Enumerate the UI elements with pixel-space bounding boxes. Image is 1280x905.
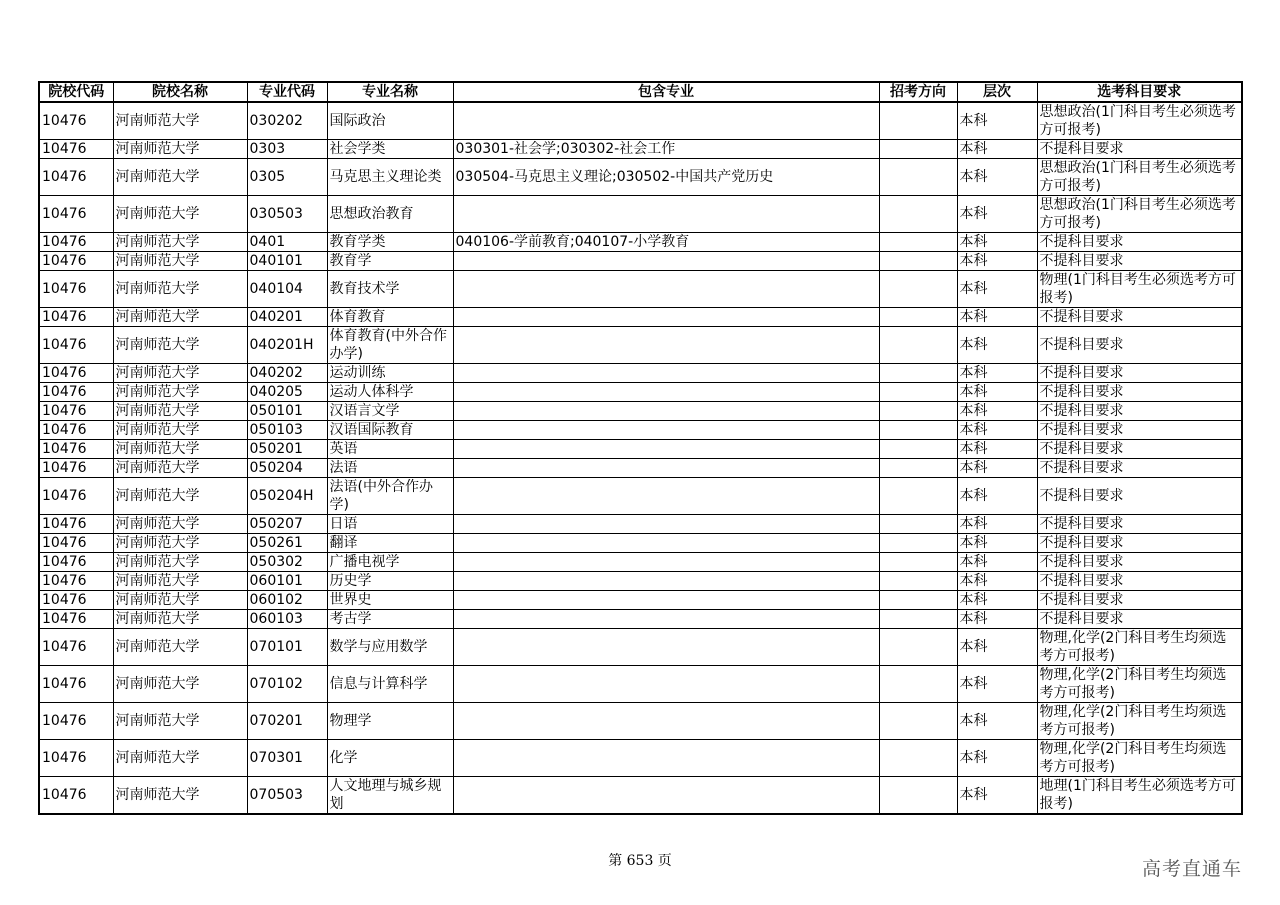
cell-school-name: 河南师范大学 [113, 271, 247, 308]
cell-level: 本科 [957, 402, 1037, 421]
table-body [39, 102, 1242, 814]
cell-major-code: 050207 [247, 515, 327, 534]
cell-major-name: 体育教育 [327, 308, 453, 327]
cell-level: 本科 [957, 478, 1037, 515]
cell-included-majors [453, 666, 879, 703]
cell-major-name: 法语 [327, 459, 453, 478]
cell-major-name: 数学与应用数学 [327, 629, 453, 666]
cell-school-code: 10476 [39, 777, 113, 815]
cell-subject-requirement: 物理(1门科目考生必须选考方可报考) [1037, 271, 1242, 308]
cell-direction [879, 777, 957, 815]
cell-major-name: 世界史 [327, 591, 453, 610]
cell-direction [879, 610, 957, 629]
cell-school-code: 10476 [39, 364, 113, 383]
cell-school-code: 10476 [39, 196, 113, 233]
cell-school-code: 10476 [39, 515, 113, 534]
cell-subject-requirement: 不提科目要求 [1037, 553, 1242, 572]
cell-school-code: 10476 [39, 102, 113, 140]
cell-major-code: 050101 [247, 402, 327, 421]
cell-school-name: 河南师范大学 [113, 233, 247, 252]
cell-included-majors [453, 459, 879, 478]
header-subject-requirement: 选考科目要求 [1037, 82, 1242, 102]
cell-school-code: 10476 [39, 402, 113, 421]
cell-direction [879, 440, 957, 459]
cell-direction [879, 252, 957, 271]
cell-level: 本科 [957, 553, 1037, 572]
cell-major-code: 070102 [247, 666, 327, 703]
cell-level: 本科 [957, 534, 1037, 553]
cell-major-name: 社会学类 [327, 140, 453, 159]
cell-school-name: 河南师范大学 [113, 140, 247, 159]
cell-direction [879, 459, 957, 478]
cell-level: 本科 [957, 459, 1037, 478]
cell-school-code: 10476 [39, 703, 113, 740]
table-row [39, 666, 1242, 703]
cell-included-majors: 030504-马克思主义理论;030502-中国共产党历史 [453, 159, 879, 196]
cell-included-majors [453, 402, 879, 421]
cell-school-code: 10476 [39, 629, 113, 666]
cell-major-code: 050302 [247, 553, 327, 572]
cell-major-name: 汉语国际教育 [327, 421, 453, 440]
cell-subject-requirement: 不提科目要求 [1037, 421, 1242, 440]
cell-level: 本科 [957, 515, 1037, 534]
cell-direction [879, 308, 957, 327]
cell-level: 本科 [957, 364, 1037, 383]
cell-school-name: 河南师范大学 [113, 553, 247, 572]
cell-included-majors [453, 591, 879, 610]
cell-included-majors [453, 610, 879, 629]
cell-major-code: 040201H [247, 327, 327, 364]
cell-included-majors [453, 196, 879, 233]
cell-direction [879, 740, 957, 777]
cell-school-code: 10476 [39, 610, 113, 629]
cell-included-majors [453, 271, 879, 308]
cell-included-majors [453, 252, 879, 271]
cell-school-name: 河南师范大学 [113, 102, 247, 140]
table-row [39, 478, 1242, 515]
cell-subject-requirement: 不提科目要求 [1037, 364, 1242, 383]
table-row [39, 591, 1242, 610]
cell-subject-requirement: 思想政治(1门科目考生必须选考方可报考) [1037, 159, 1242, 196]
cell-level: 本科 [957, 383, 1037, 402]
cell-major-name: 教育学类 [327, 233, 453, 252]
cell-level: 本科 [957, 572, 1037, 591]
cell-subject-requirement: 不提科目要求 [1037, 252, 1242, 271]
cell-major-name: 考古学 [327, 610, 453, 629]
cell-major-code: 030503 [247, 196, 327, 233]
header-major-code: 专业代码 [247, 82, 327, 102]
table-row [39, 402, 1242, 421]
cell-school-name: 河南师范大学 [113, 534, 247, 553]
cell-major-code: 0305 [247, 159, 327, 196]
cell-school-code: 10476 [39, 159, 113, 196]
cell-school-name: 河南师范大学 [113, 610, 247, 629]
table-row [39, 534, 1242, 553]
table-row [39, 515, 1242, 534]
cell-included-majors [453, 703, 879, 740]
cell-major-code: 040101 [247, 252, 327, 271]
table-row [39, 459, 1242, 478]
header-included-majors: 包含专业 [453, 82, 879, 102]
cell-major-code: 030202 [247, 102, 327, 140]
cell-school-name: 河南师范大学 [113, 383, 247, 402]
cell-school-name: 河南师范大学 [113, 159, 247, 196]
cell-school-name: 河南师范大学 [113, 421, 247, 440]
cell-school-code: 10476 [39, 591, 113, 610]
cell-school-name: 河南师范大学 [113, 327, 247, 364]
cell-level: 本科 [957, 308, 1037, 327]
cell-direction [879, 140, 957, 159]
cell-level: 本科 [957, 159, 1037, 196]
cell-subject-requirement: 不提科目要求 [1037, 478, 1242, 515]
cell-subject-requirement: 物理,化学(2门科目考生均须选考方可报考) [1037, 629, 1242, 666]
cell-school-code: 10476 [39, 572, 113, 591]
cell-level: 本科 [957, 252, 1037, 271]
table-row [39, 703, 1242, 740]
cell-major-code: 040104 [247, 271, 327, 308]
table-row [39, 271, 1242, 308]
cell-direction [879, 703, 957, 740]
table-row [39, 327, 1242, 364]
cell-included-majors [453, 740, 879, 777]
cell-subject-requirement: 不提科目要求 [1037, 459, 1242, 478]
cell-direction [879, 478, 957, 515]
cell-major-name: 思想政治教育 [327, 196, 453, 233]
cell-school-name: 河南师范大学 [113, 364, 247, 383]
cell-school-code: 10476 [39, 440, 113, 459]
cell-direction [879, 271, 957, 308]
cell-included-majors [453, 572, 879, 591]
table-row [39, 383, 1242, 402]
cell-subject-requirement: 物理,化学(2门科目考生均须选考方可报考) [1037, 703, 1242, 740]
cell-level: 本科 [957, 666, 1037, 703]
cell-direction [879, 327, 957, 364]
table-row [39, 440, 1242, 459]
table-row [39, 196, 1242, 233]
cell-major-name: 物理学 [327, 703, 453, 740]
cell-major-name: 翻译 [327, 534, 453, 553]
cell-direction [879, 629, 957, 666]
cell-major-code: 040201 [247, 308, 327, 327]
cell-direction [879, 666, 957, 703]
cell-school-name: 河南师范大学 [113, 703, 247, 740]
cell-direction [879, 402, 957, 421]
cell-included-majors [453, 421, 879, 440]
cell-school-name: 河南师范大学 [113, 572, 247, 591]
cell-subject-requirement: 不提科目要求 [1037, 440, 1242, 459]
cell-direction [879, 233, 957, 252]
cell-subject-requirement: 不提科目要求 [1037, 327, 1242, 364]
cell-school-name: 河南师范大学 [113, 196, 247, 233]
cell-included-majors [453, 327, 879, 364]
cell-direction [879, 383, 957, 402]
major-table [38, 81, 1243, 815]
cell-level: 本科 [957, 271, 1037, 308]
cell-major-name: 运动人体科学 [327, 383, 453, 402]
cell-school-code: 10476 [39, 233, 113, 252]
cell-subject-requirement: 不提科目要求 [1037, 140, 1242, 159]
cell-level: 本科 [957, 740, 1037, 777]
table-row [39, 308, 1242, 327]
cell-school-name: 河南师范大学 [113, 478, 247, 515]
header-level: 层次 [957, 82, 1037, 102]
cell-school-name: 河南师范大学 [113, 459, 247, 478]
cell-level: 本科 [957, 421, 1037, 440]
watermark-logo-text: 高考直通车 [1142, 858, 1243, 880]
cell-major-name: 汉语言文学 [327, 402, 453, 421]
cell-subject-requirement: 不提科目要求 [1037, 534, 1242, 553]
cell-direction [879, 553, 957, 572]
cell-level: 本科 [957, 440, 1037, 459]
cell-school-code: 10476 [39, 534, 113, 553]
table-row [39, 777, 1242, 815]
cell-major-code: 050201 [247, 440, 327, 459]
cell-subject-requirement: 不提科目要求 [1037, 383, 1242, 402]
cell-level: 本科 [957, 703, 1037, 740]
cell-major-name: 教育技术学 [327, 271, 453, 308]
cell-school-name: 河南师范大学 [113, 515, 247, 534]
cell-major-code: 060103 [247, 610, 327, 629]
cell-included-majors [453, 364, 879, 383]
cell-school-code: 10476 [39, 553, 113, 572]
cell-direction [879, 421, 957, 440]
cell-major-name: 历史学 [327, 572, 453, 591]
cell-major-code: 050103 [247, 421, 327, 440]
table-row [39, 553, 1242, 572]
cell-subject-requirement: 不提科目要求 [1037, 515, 1242, 534]
cell-major-name: 法语(中外合作办学) [327, 478, 453, 515]
header-major-name: 专业名称 [327, 82, 453, 102]
cell-included-majors [453, 308, 879, 327]
cell-direction [879, 159, 957, 196]
cell-major-code: 050204H [247, 478, 327, 515]
cell-school-code: 10476 [39, 421, 113, 440]
cell-direction [879, 572, 957, 591]
cell-school-code: 10476 [39, 140, 113, 159]
cell-subject-requirement: 不提科目要求 [1037, 308, 1242, 327]
cell-school-code: 10476 [39, 478, 113, 515]
cell-school-name: 河南师范大学 [113, 740, 247, 777]
table-row [39, 233, 1242, 252]
cell-school-name: 河南师范大学 [113, 308, 247, 327]
cell-school-name: 河南师范大学 [113, 591, 247, 610]
cell-major-name: 英语 [327, 440, 453, 459]
cell-major-code: 050204 [247, 459, 327, 478]
cell-subject-requirement: 物理,化学(2门科目考生均须选考方可报考) [1037, 740, 1242, 777]
header-school-code: 院校代码 [39, 82, 113, 102]
table-row [39, 421, 1242, 440]
cell-subject-requirement: 不提科目要求 [1037, 610, 1242, 629]
table-row [39, 572, 1242, 591]
header-school-name: 院校名称 [113, 82, 247, 102]
cell-direction [879, 591, 957, 610]
cell-major-name: 运动训练 [327, 364, 453, 383]
table-row [39, 102, 1242, 140]
cell-major-name: 化学 [327, 740, 453, 777]
cell-subject-requirement: 不提科目要求 [1037, 591, 1242, 610]
cell-school-code: 10476 [39, 252, 113, 271]
cell-direction [879, 515, 957, 534]
cell-subject-requirement: 不提科目要求 [1037, 402, 1242, 421]
cell-major-code: 0401 [247, 233, 327, 252]
cell-major-code: 070301 [247, 740, 327, 777]
cell-level: 本科 [957, 591, 1037, 610]
cell-major-name: 体育教育(中外合作办学) [327, 327, 453, 364]
cell-included-majors: 040106-学前教育;040107-小学教育 [453, 233, 879, 252]
cell-major-code: 060102 [247, 591, 327, 610]
cell-major-name: 马克思主义理论类 [327, 159, 453, 196]
cell-level: 本科 [957, 610, 1037, 629]
table-row [39, 252, 1242, 271]
cell-major-code: 040202 [247, 364, 327, 383]
cell-subject-requirement: 物理,化学(2门科目考生均须选考方可报考) [1037, 666, 1242, 703]
cell-school-name: 河南师范大学 [113, 629, 247, 666]
cell-direction [879, 534, 957, 553]
cell-school-code: 10476 [39, 308, 113, 327]
cell-included-majors [453, 478, 879, 515]
cell-school-name: 河南师范大学 [113, 252, 247, 271]
cell-major-name: 人文地理与城乡规划 [327, 777, 453, 815]
cell-level: 本科 [957, 102, 1037, 140]
cell-major-name: 教育学 [327, 252, 453, 271]
cell-level: 本科 [957, 233, 1037, 252]
cell-included-majors: 030301-社会学;030302-社会工作 [453, 140, 879, 159]
cell-school-name: 河南师范大学 [113, 440, 247, 459]
header-direction: 招考方向 [879, 82, 957, 102]
cell-major-code: 070101 [247, 629, 327, 666]
cell-level: 本科 [957, 196, 1037, 233]
cell-major-name: 国际政治 [327, 102, 453, 140]
cell-subject-requirement: 思想政治(1门科目考生必须选考方可报考) [1037, 102, 1242, 140]
cell-subject-requirement: 地理(1门科目考生必须选考方可报考) [1037, 777, 1242, 815]
cell-major-code: 050261 [247, 534, 327, 553]
cell-major-code: 040205 [247, 383, 327, 402]
cell-included-majors [453, 102, 879, 140]
cell-school-code: 10476 [39, 740, 113, 777]
cell-school-name: 河南师范大学 [113, 777, 247, 815]
table-header-row [39, 82, 1242, 102]
cell-major-name: 广播电视学 [327, 553, 453, 572]
cell-school-code: 10476 [39, 383, 113, 402]
cell-school-name: 河南师范大学 [113, 402, 247, 421]
cell-school-code: 10476 [39, 271, 113, 308]
cell-major-code: 0303 [247, 140, 327, 159]
cell-included-majors [453, 534, 879, 553]
cell-major-code: 060101 [247, 572, 327, 591]
table-row [39, 610, 1242, 629]
cell-school-name: 河南师范大学 [113, 666, 247, 703]
page-number: 第 653 页 [608, 853, 672, 869]
cell-level: 本科 [957, 140, 1037, 159]
cell-school-code: 10476 [39, 459, 113, 478]
cell-included-majors [453, 383, 879, 402]
cell-included-majors [453, 515, 879, 534]
cell-level: 本科 [957, 629, 1037, 666]
table-row [39, 159, 1242, 196]
cell-direction [879, 364, 957, 383]
cell-level: 本科 [957, 777, 1037, 815]
table-row [39, 364, 1242, 383]
cell-level: 本科 [957, 327, 1037, 364]
cell-major-code: 070201 [247, 703, 327, 740]
cell-subject-requirement: 思想政治(1门科目考生必须选考方可报考) [1037, 196, 1242, 233]
cell-subject-requirement: 不提科目要求 [1037, 572, 1242, 591]
cell-included-majors [453, 777, 879, 815]
cell-major-code: 070503 [247, 777, 327, 815]
cell-school-code: 10476 [39, 327, 113, 364]
cell-included-majors [453, 440, 879, 459]
cell-major-name: 日语 [327, 515, 453, 534]
cell-included-majors [453, 553, 879, 572]
cell-school-code: 10476 [39, 666, 113, 703]
cell-subject-requirement: 不提科目要求 [1037, 233, 1242, 252]
cell-direction [879, 102, 957, 140]
table-row [39, 629, 1242, 666]
cell-direction [879, 196, 957, 233]
cell-major-name: 信息与计算科学 [327, 666, 453, 703]
cell-included-majors [453, 629, 879, 666]
table-row [39, 740, 1242, 777]
table-row [39, 140, 1242, 159]
